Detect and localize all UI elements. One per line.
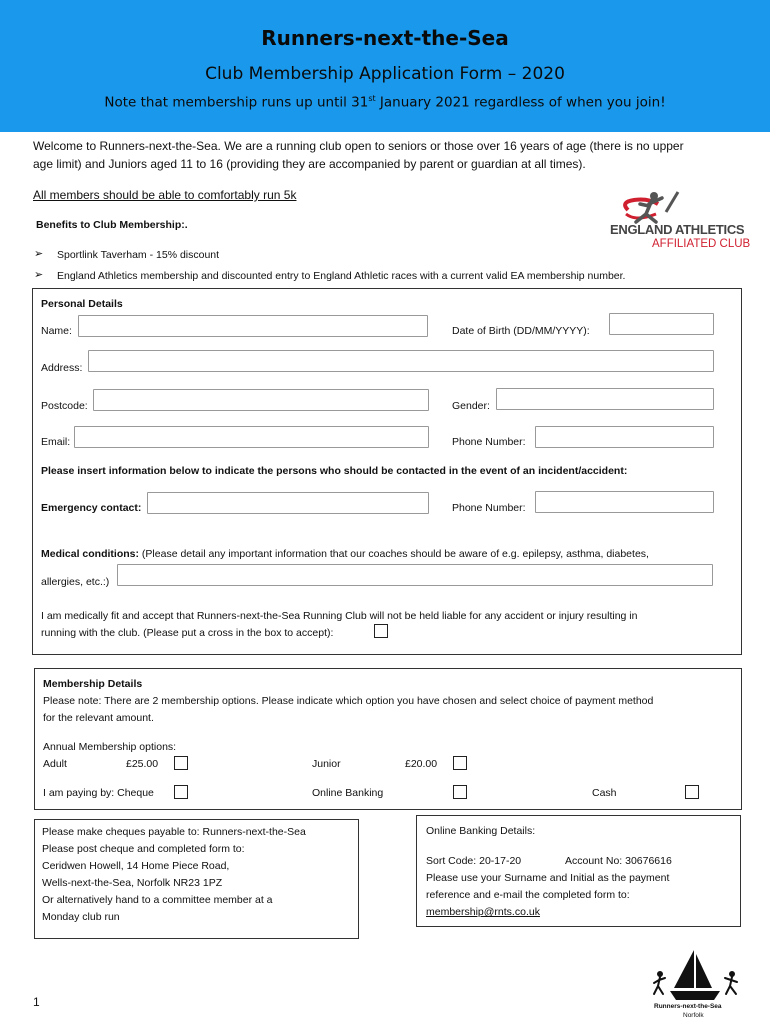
- adult-checkbox[interactable]: [174, 756, 188, 770]
- postcode-label: Postcode:: [41, 400, 88, 412]
- dob-field[interactable]: [609, 313, 714, 335]
- name-label: Name:: [41, 325, 72, 337]
- junior-label: Junior: [312, 758, 341, 770]
- cheque-line: Ceridwen Howell, 14 Home Piece Road,: [42, 860, 230, 872]
- adult-price: £25.00: [126, 758, 159, 770]
- online-banking-checkbox[interactable]: [453, 785, 467, 799]
- online-banking-heading: Online Banking Details:: [426, 825, 536, 837]
- page-number: 1: [33, 995, 40, 1009]
- junior-checkbox[interactable]: [453, 756, 467, 770]
- contact-instructions: Please insert information below to indicate the persons who should be contacted in the event of an incident/accident:: [41, 465, 628, 477]
- emergency-contact-label: Emergency contact:: [41, 502, 142, 514]
- junior-price: £20.00: [405, 758, 438, 770]
- consent-text-2: running with the club. (Please put a cross in the box to accept):: [41, 627, 334, 639]
- cheque-line: Please make cheques payable to: Runners-next-the-Sea: [42, 826, 306, 838]
- arrow-bullet-icon: ➢: [34, 269, 44, 281]
- payment-instruction-2: reference and e-mail the completed form to:: [426, 889, 630, 901]
- arrow-bullet-icon: ➢: [34, 248, 44, 260]
- medical-conditions-field[interactable]: [117, 564, 713, 586]
- phone-field[interactable]: [535, 426, 714, 448]
- logo-name: ENGLAND ATHLETICS: [610, 222, 745, 237]
- club-sailboat-logo: [650, 948, 742, 1006]
- dob-label: Date of Birth (DD/MM/YYYY):: [452, 325, 590, 337]
- options-label: Annual Membership options:: [43, 741, 177, 753]
- intro-line-1: Welcome to Runners-next-the-Sea. We are a running club open to seniors or those over 16 years of age (there is no upper: [33, 139, 684, 153]
- header-banner: [0, 0, 770, 132]
- online-banking-label: Online Banking: [312, 787, 384, 799]
- name-field[interactable]: [78, 315, 428, 337]
- personal-heading: Personal Details: [41, 298, 123, 310]
- adult-label: Adult: [43, 758, 67, 770]
- cheque-line: Monday club run: [42, 911, 120, 923]
- membership-email-link[interactable]: membership@rnts.co.uk: [426, 906, 540, 918]
- cheque-line: Or alternatively hand to a committee member at a: [42, 894, 273, 906]
- benefits-heading: Benefits to Club Membership:.: [36, 219, 188, 231]
- club-title: Runners-next-the-Sea: [261, 26, 509, 50]
- emergency-contact-field[interactable]: [147, 492, 429, 514]
- paying-by-label: I am paying by: Cheque: [43, 787, 154, 799]
- payment-instruction-1: Please use your Surname and Initial as the payment: [426, 872, 670, 884]
- requirement-text: All members should be able to comfortably run 5k: [33, 188, 297, 202]
- phone-label: Phone Number:: [452, 436, 526, 448]
- membership-heading: Membership Details: [43, 678, 143, 690]
- postcode-field[interactable]: [93, 389, 429, 411]
- cheque-line: Please post cheque and completed form to:: [42, 843, 245, 855]
- form-subtitle: Club Membership Application Form – 2020: [205, 64, 565, 84]
- cheque-checkbox[interactable]: [174, 785, 188, 799]
- gender-label: Gender:: [452, 400, 490, 412]
- logo-affiliated: AFFILIATED CLUB: [652, 238, 751, 250]
- address-field[interactable]: [88, 350, 714, 372]
- benefit-item: England Athletics membership and discounted entry to England Athletic races with a current valid EA membership number.: [57, 270, 626, 282]
- club-logo-location: Norfolk: [683, 1012, 704, 1019]
- sort-code: Sort Code: 20-17-20: [426, 855, 522, 867]
- account-number: Account No: 30676616: [565, 855, 672, 867]
- medical-conditions-text-2: allergies, etc.:): [41, 576, 110, 588]
- membership-note-1: Please note: There are 2 membership options. Please indicate which option you have chosen and select choice of payment method: [43, 695, 654, 707]
- membership-note-2: for the relevant amount.: [43, 712, 154, 724]
- cash-checkbox[interactable]: [685, 785, 699, 799]
- consent-text-1: I am medically fit and accept that Runners-next-the-Sea Running Club will not be held liable for any accident or injury resulting in: [41, 610, 638, 622]
- membership-note: Note that membership runs up until 31st January 2021 regardless of when you join!: [104, 94, 666, 111]
- address-label: Address:: [41, 362, 83, 374]
- benefit-item: Sportlink Taverham - 15% discount: [57, 249, 220, 261]
- club-logo-name: Runners-next-the-Sea: [654, 1003, 722, 1010]
- email-field[interactable]: [74, 426, 429, 448]
- cheque-line: Wells-next-the-Sea, Norfolk NR23 1PZ: [42, 877, 223, 889]
- cash-label: Cash: [592, 787, 617, 799]
- emergency-phone-label: Phone Number:: [452, 502, 526, 514]
- email-label: Email:: [41, 436, 71, 448]
- emergency-phone-field[interactable]: [535, 491, 714, 513]
- medical-conditions-text: Medical conditions: (Please detail any important information that our coaches should be aware of e.g. epilepsy, asthma, diabetes,: [41, 548, 649, 560]
- gender-field[interactable]: [496, 388, 714, 410]
- intro-line-2: age limit) and Juniors aged 11 to 16 (providing they are accompanied by parent or guardian at all times).: [33, 157, 586, 171]
- accept-checkbox[interactable]: [374, 624, 388, 638]
